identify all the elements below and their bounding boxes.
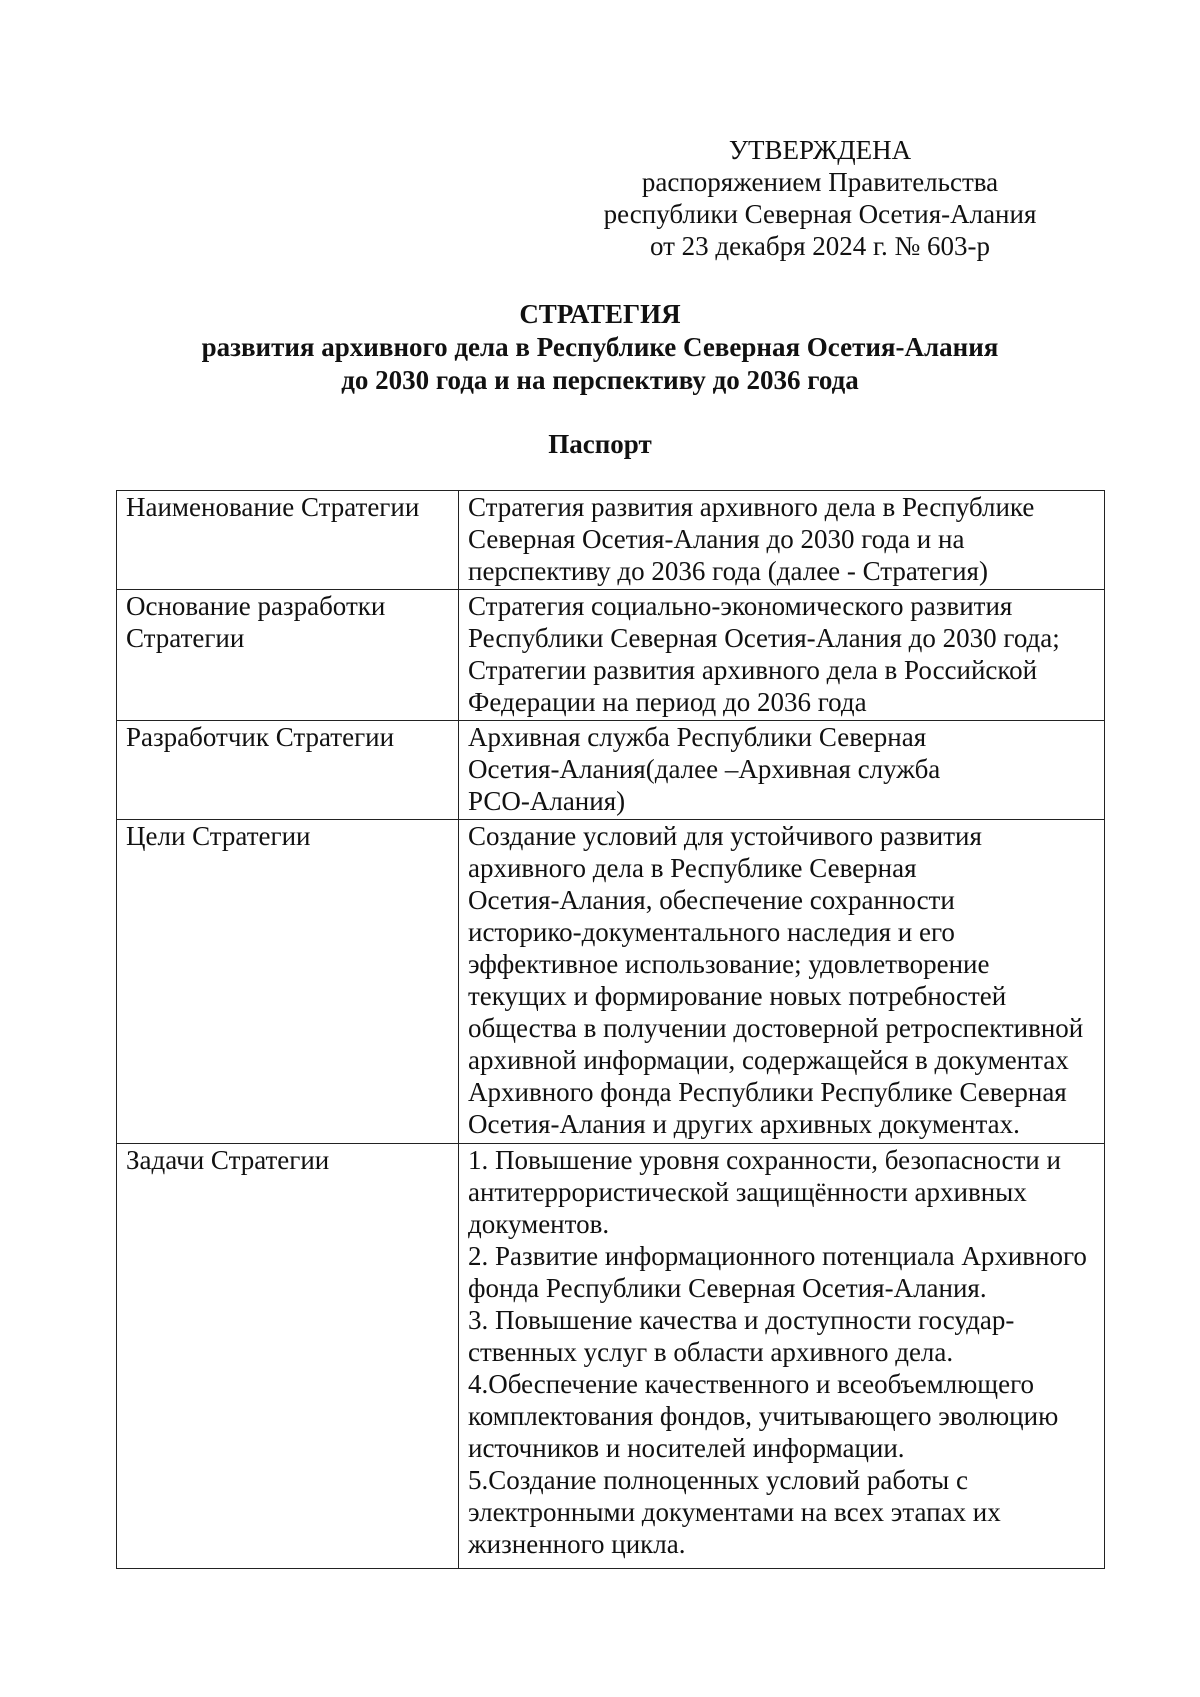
- label-line: Основание разработки: [126, 591, 386, 621]
- value-line: архивного дела в Республике Северная: [468, 853, 917, 883]
- value-line: источников и носителей информации.: [468, 1433, 905, 1463]
- value-line: Создание условий для устойчивого развития: [468, 821, 982, 851]
- table-row: [117, 491, 1105, 590]
- approval-line: республики Северная Осетия-Алания: [603, 199, 1037, 229]
- value-line: 4.Обеспечение качественного и всеобъемлющего: [468, 1369, 1034, 1399]
- value-line: 2. Развитие информационного потенциала Архивного: [468, 1241, 1087, 1271]
- value-line: Осетия-Алания(далее –Архивная служба: [468, 754, 941, 784]
- title-line: до 2030 года и на перспективу до 2036 года: [341, 365, 859, 395]
- label-line: Стратегии: [126, 623, 245, 653]
- row-value: [459, 721, 1105, 820]
- value-line: жизненного цикла.: [468, 1529, 686, 1559]
- value-line: Архивная служба Республики Северная: [468, 722, 927, 752]
- value-line: Осетия-Алания и других архивных документах.: [468, 1109, 1020, 1139]
- table-row: [117, 820, 1105, 1144]
- approval-stamp: [560, 134, 1080, 262]
- value-line: Республики Северная Осетия-Алания до 2030 года;: [468, 623, 1060, 653]
- table-row: [117, 1144, 1105, 1569]
- value-line: Федерации на период до 2036 года: [468, 687, 867, 717]
- document-title: [100, 298, 1100, 397]
- row-value: [459, 820, 1105, 1144]
- row-label: [117, 491, 459, 590]
- label-line: Наименование Стратегии: [126, 492, 420, 522]
- value-line: историко-документального наследия и его: [468, 917, 955, 947]
- row-value: [459, 590, 1105, 721]
- value-line: Архивного фонда Республики Республике Северная: [468, 1077, 1067, 1107]
- value-line: Северная Осетия-Алания до 2030 года и на: [468, 524, 965, 554]
- value-line: эффективное использование; удовлетворение: [468, 949, 990, 979]
- value-line: общества в получении достоверной ретроспективной: [468, 1013, 1084, 1043]
- row-value: [459, 1144, 1105, 1569]
- table-row: [117, 721, 1105, 820]
- title-line: развития архивного дела в Республике Северная Осетия-Алания: [201, 332, 999, 362]
- value-line: ственных услуг в области архивного дела.: [468, 1337, 954, 1367]
- table-row: [117, 590, 1105, 721]
- title-line: СТРАТЕГИЯ: [519, 299, 681, 329]
- approval-line: УТВЕРЖДЕНА: [728, 135, 912, 165]
- value-line: текущих и формирование новых потребностей: [468, 981, 1007, 1011]
- value-line: перспективу до 2036 года (далее - Стратегия): [468, 556, 988, 586]
- value-line: РСО-Алания): [468, 786, 626, 816]
- row-value: [459, 491, 1105, 590]
- value-line: комплектования фондов, учитывающего эволюцию: [468, 1401, 1059, 1431]
- value-line: 3. Повышение качества и доступности государ-: [468, 1305, 1015, 1335]
- value-line: Стратегия социально-экономического развития: [468, 591, 1013, 621]
- approval-line: от 23 декабря 2024 г. № 603-р: [649, 231, 991, 261]
- value-line: архивной информации, содержащейся в документах: [468, 1045, 1069, 1075]
- value-line: 1. Повышение уровня сохранности, безопасности и: [468, 1145, 1061, 1175]
- value-line: 5.Создание полноценных условий работы с: [468, 1465, 968, 1495]
- value-line: Осетия-Алания, обеспечение сохранности: [468, 885, 955, 915]
- label-line: Цели Стратегии: [126, 821, 311, 851]
- approval-line: распоряжением Правительства: [641, 167, 999, 197]
- passport-heading: Паспорт: [548, 429, 652, 459]
- value-line: Стратегия развития архивного дела в Республике: [468, 492, 1035, 522]
- row-label: [117, 721, 459, 820]
- passport-table: [116, 490, 1105, 1569]
- row-label: [117, 820, 459, 1144]
- value-line: документов.: [468, 1209, 610, 1239]
- value-line: фонда Республики Северная Осетия-Алания.: [468, 1273, 987, 1303]
- value-line: антитеррористической защищённости архивных: [468, 1177, 1027, 1207]
- value-line: электронными документами на всех этапах их: [468, 1497, 1001, 1527]
- label-line: Разработчик Стратегии: [126, 722, 395, 752]
- value-line: Стратегии развития архивного дела в Российской: [468, 655, 1038, 685]
- label-line: Задачи Стратегии: [126, 1145, 330, 1175]
- row-label: [117, 590, 459, 721]
- row-label: [117, 1144, 459, 1569]
